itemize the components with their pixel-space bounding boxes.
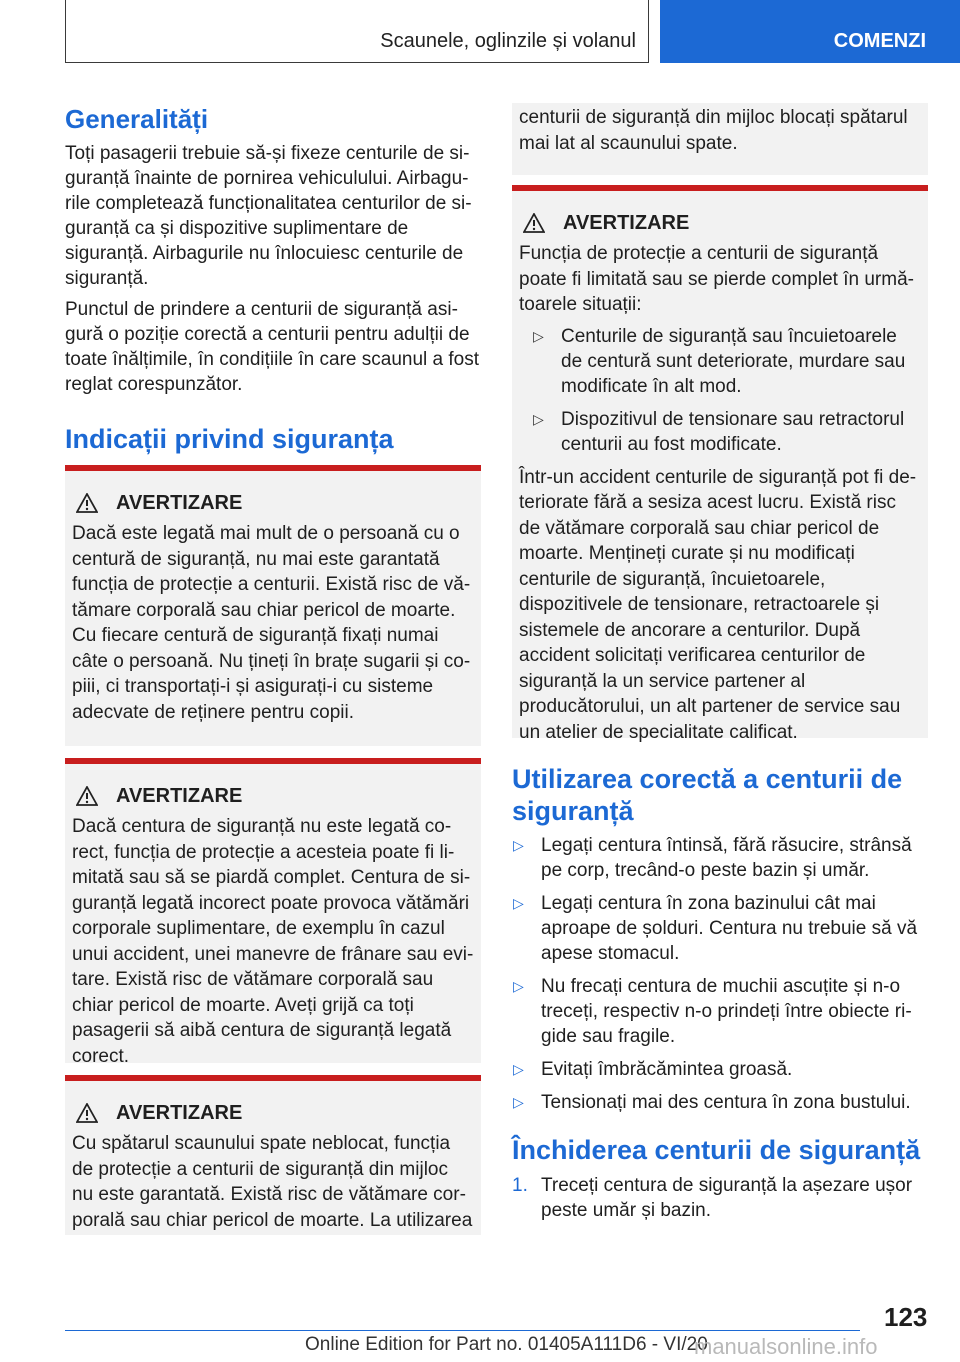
warning-triangle-icon	[76, 786, 98, 806]
warning-box-4	[512, 185, 928, 743]
heading-inchidere: Închiderea centurii de siguranță	[512, 1135, 921, 1165]
inchidere-steps	[512, 1173, 928, 1223]
bullet-triangle-icon: ▷	[513, 1061, 524, 1077]
list-item: ▷ Legați centura întinsă, fără răsucire, strânsă pe corp, trecând-o peste bazin și umăr.	[513, 835, 912, 881]
bullet-triangle-icon: ▷	[513, 1094, 524, 1110]
header-section-title: Scaunele, oglinzile și volanul	[380, 30, 636, 52]
warning-title-1: AVERTIZARE	[72, 491, 474, 515]
list-item: ▷ Evitați îmbrăcămintea groasă.	[513, 1059, 793, 1080]
bullet-triangle-icon: ▷	[513, 895, 524, 911]
list-item: ▷ Nu frecați centura de muchii ascuțite și n-o treceți, respectiv n-o prindeți între obiecte rigide sau fragile.	[513, 976, 912, 1047]
warning-box-1	[65, 465, 481, 746]
footer-edition: Online Edition for Part no. 01405A111D6 - VI/20	[305, 1334, 708, 1355]
warning-continuation-box	[512, 103, 928, 175]
header-chapter-tab[interactable]	[660, 0, 960, 63]
list-item: ▷ Centurile de siguranță sau încuietoarele de centură sunt deteriorate, murdare sau modificate în alt mod.	[533, 325, 906, 397]
paragraph-generalitati-1: Toți pasagerii trebuie să-și fixeze centurile de siguranță înainte de pornirea vehiculului. Airbagurile completează funcționalitatea centurilor de siguranță ca și dispozitive suplimentare de siguranță. Airbagurile nu înlocuiesc centurile de siguranță.	[65, 143, 472, 289]
heading-indicatii: Indicații privind siguranța	[65, 424, 394, 454]
heading-generalitati: Generalități	[65, 104, 209, 134]
warning-triangle-icon	[76, 1103, 98, 1123]
bullet-triangle-icon: ▷	[533, 327, 544, 344]
step-item: 1. Treceți centura de siguranță la așezare ușor peste umăr și bazin.	[512, 1175, 913, 1221]
warning-text-2: Dacă centura de siguranță nu este legată corect, funcția de protecție a acesteia poate fi limitată sau să se piardă complet. Centura de siguranță legată incorect poate provoca vătămări corporale suplimentare, de exemplu în cazul unui accident, unei manevre de frânare sau evitare. Există risc de vătămare corporală sau chiar pericol de moarte. Aveți grijă ca toți pasagerii să aibă centura de siguranță legată corect.	[72, 816, 474, 1067]
warning-intro-4: Funcția de protecție a centurii de siguranță poate fi limitată sau se pierde complet în următoarele situații:	[519, 243, 914, 315]
warning-box-3	[65, 1075, 481, 1235]
footer-divider	[65, 1330, 860, 1331]
warning-title-4: AVERTIZARE	[519, 211, 921, 235]
list-item: ▷ Dispozitivul de tensionare sau retractorul centurii au fost modificate.	[533, 408, 905, 455]
warning-title-3: AVERTIZARE	[72, 1101, 474, 1125]
warning-text-3: Cu spătarul scaunului spate neblocat, funcția de protecție a centurii de siguranță din mijloc nu este garantată. Există risc de vătămare corporală sau chiar pericol de moarte. La utilizarea	[72, 1133, 473, 1231]
heading-utilizare: Utilizarea corectă a centurii de siguranță	[512, 764, 903, 826]
warning-triangle-icon	[523, 213, 545, 233]
header-section-box	[65, 0, 649, 63]
warning-text-4: Într-un accident centurile de siguranță pot fi deteriorate fără a sesiza acest lucru. Există risc de vătămare corporală sau chiar pericol de moarte. Mențineți curate și nu modificați centurile de siguranță, încuietoarele, dispozitivele de tensionare, retractoarele și sistemele de ancorare a centurilor. După accident solicitați verificarea centurilor de siguranță la un service partener al producătorului, un alt partener de service sau un atelier de specialitate calificat.	[519, 466, 917, 743]
utilizare-list	[512, 833, 928, 1123]
list-item: ▷ Legați centura în zona bazinului cât mai aproape de șolduri. Centura nu trebuie să vă apese stomacul.	[513, 893, 918, 964]
warning-box-2	[65, 758, 481, 1067]
list-item: ▷ Tensionați mai des centura în zona bustului.	[513, 1092, 911, 1113]
bullet-triangle-icon: ▷	[513, 837, 524, 853]
step-number: 1.	[512, 1175, 528, 1196]
warning-triangle-icon	[76, 493, 98, 513]
watermark: manualsonline.info	[694, 1334, 878, 1359]
header-chapter-label: COMENZI	[833, 30, 926, 52]
warning-continuation-text: centurii de siguranță din mijloc blocați spătarul mai lat al scaunului spate.	[519, 107, 908, 154]
warning-text-1: Dacă este legată mai mult de o persoană cu o centură de siguranță, nu mai este garantată funcția de protecție a centurii. Există risc de vătămare corporală sau chiar pericol de moarte. Cu fiecare centură de siguranță fixați numai câte o persoană. Nu țineți în brațe sugarii și copiii, ci transportați-i și asigurați-i cu sisteme adecvate de reținere pentru copii.	[72, 523, 471, 723]
bullet-triangle-icon: ▷	[533, 410, 544, 427]
warning-title-2: AVERTIZARE	[72, 784, 474, 808]
page-number: 123	[884, 1302, 928, 1332]
warning-list-4	[519, 324, 921, 457]
bullet-triangle-icon: ▷	[513, 978, 524, 994]
paragraph-generalitati-2: Punctul de prindere a centurii de siguranță asigură o poziție corectă a centurii pentru adulții de toate înălțimile, în condițiile în care scaunul a fost reglat corespunzător.	[65, 299, 480, 395]
